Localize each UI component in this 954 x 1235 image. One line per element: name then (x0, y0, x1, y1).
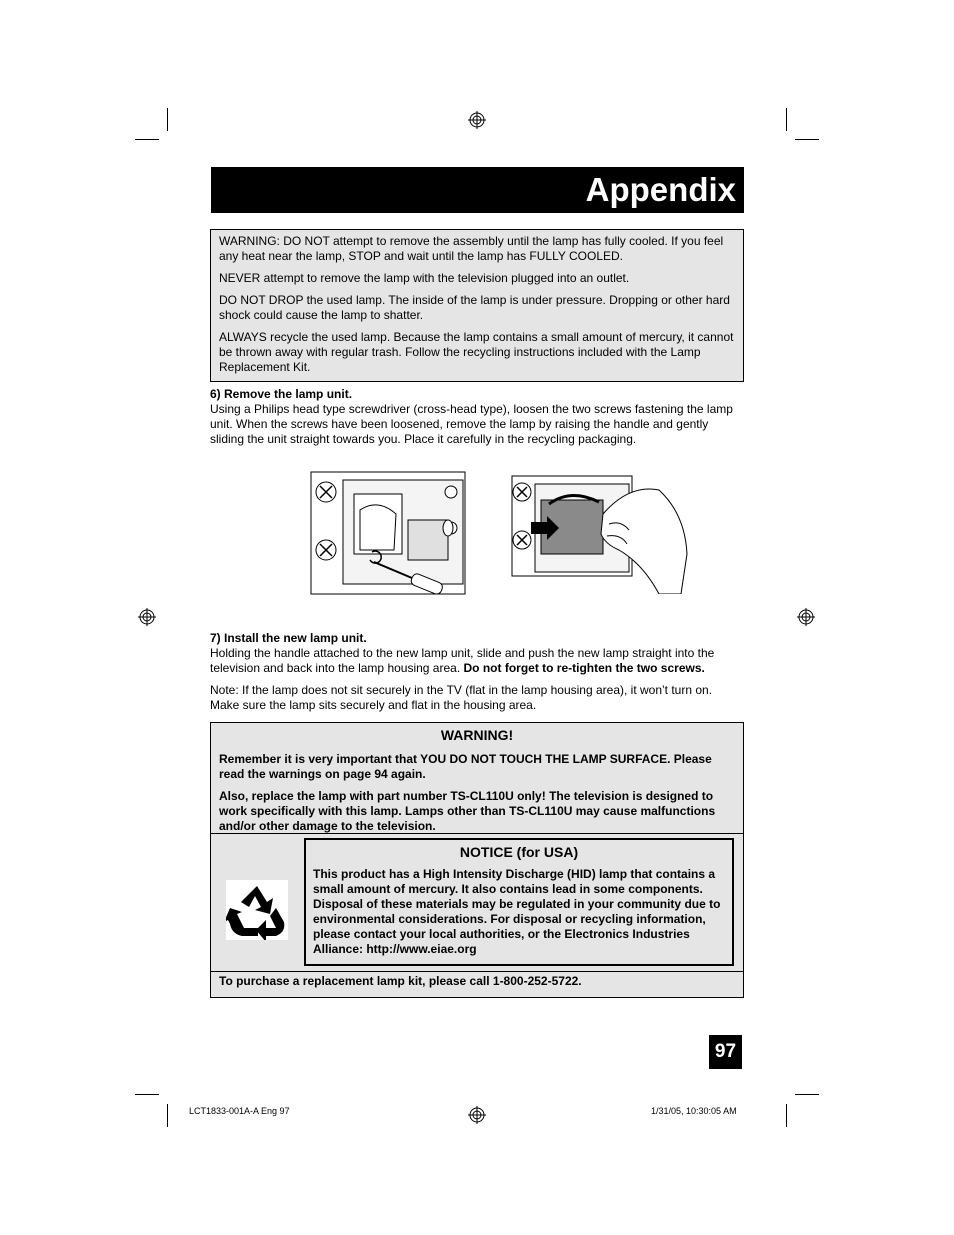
warning-paragraph: DO NOT DROP the used lamp. The inside of the lamp is under pressure. Dropping or other hard shock could cause the lamp to shatter. (219, 293, 730, 322)
lamp-removal-illustration (509, 474, 689, 594)
step-heading: 7) Install the new lamp unit. (210, 631, 367, 645)
step-text-normal: Holding the handle attached to the new lamp unit, slide and push the new lamp straight into the television and back into the lamp housing area. (210, 646, 715, 675)
warning-paragraph: ALWAYS recycle the used lamp. Because the lamp contains a small amount of mercury, it cannot be thrown away with regular trash. Follow the recycling instructions included with the Lamp Replacement Kit. (219, 330, 734, 374)
crop-mark (135, 139, 159, 140)
divider (211, 833, 743, 834)
step-text: Using a Philips head type screwdriver (cross-head type), loosen the two screws fastening the lamp unit. When the screws have been loosened, remove the lamp by raising the handle and gently sliding the unit straight towards you. Place it carefully in the recycling packaging. (210, 402, 733, 446)
recycle-icon (226, 880, 288, 940)
divider (211, 971, 743, 972)
step-text-bold: Do not forget to re-tighten the two screws. (463, 661, 705, 675)
crop-mark (786, 108, 787, 131)
warning-text: Remember it is very important that YOU DO NOT TOUCH THE LAMP SURFACE. Please read the warnings on page 94 again. (219, 752, 712, 781)
purchase-text: To purchase a replacement lamp kit, please call 1-800-252-5722. (219, 974, 582, 988)
warning-paragraph: WARNING: DO NOT attempt to remove the assembly until the lamp has fully cooled. If you feel any heat near the lamp, STOP and wait until the lamp has FULLY COOLED. (219, 234, 724, 263)
step-remove-lamp (210, 387, 744, 447)
crop-mark (786, 1104, 787, 1127)
screwdriver-illustration (308, 470, 468, 596)
registration-mark-icon (468, 111, 486, 129)
step-install-lamp (210, 631, 744, 713)
registration-mark-icon (468, 1106, 486, 1124)
crop-mark (795, 139, 819, 140)
notice-box (304, 838, 734, 966)
page-title: Appendix (585, 171, 736, 208)
registration-mark-icon (138, 608, 156, 626)
page-number: 97 (709, 1035, 742, 1069)
crop-mark (167, 1104, 168, 1127)
footer-doc-id: LCT1833-001A-A Eng 97 (189, 1106, 290, 1116)
crop-mark (135, 1094, 159, 1095)
section-header (211, 167, 744, 213)
footer-timestamp: 1/31/05, 10:30:05 AM (651, 1106, 737, 1116)
crop-mark (167, 108, 168, 131)
step-heading: 6) Remove the lamp unit. (210, 387, 353, 401)
warning-notice-box (210, 722, 744, 998)
warning-paragraph: NEVER attempt to remove the lamp with the television plugged into an outlet. (219, 271, 630, 285)
registration-mark-icon (797, 608, 815, 626)
notice-text: This product has a High Intensity Discharge (HID) lamp that contains a small amount of mercury. It also contains lead in some components. Disposal of these materials may be regulated in your community due to environmental considerations. For disposal or recycling information, please contact your local authorities, or the Electronics Industries Alliance: http://www.eiae.org (313, 867, 721, 956)
step-text (210, 646, 744, 676)
warning-text: Also, replace the lamp with part number TS-CL110U only! The television is designed to work specifically with this lamp. Lamps other than TS-CL110U may cause malfunctions and/or other damage to the television. (219, 789, 716, 833)
warning-heading: WARNING! (440, 727, 514, 743)
notice-heading: NOTICE (for USA) (459, 844, 579, 860)
step-note: Note: If the lamp does not sit securely in the TV (flat in the lamp housing area), it won’t turn on. Make sure the lamp sits securely and flat in the housing area. (210, 683, 713, 712)
lamp-warning-box (210, 229, 744, 382)
crop-mark (795, 1094, 819, 1095)
